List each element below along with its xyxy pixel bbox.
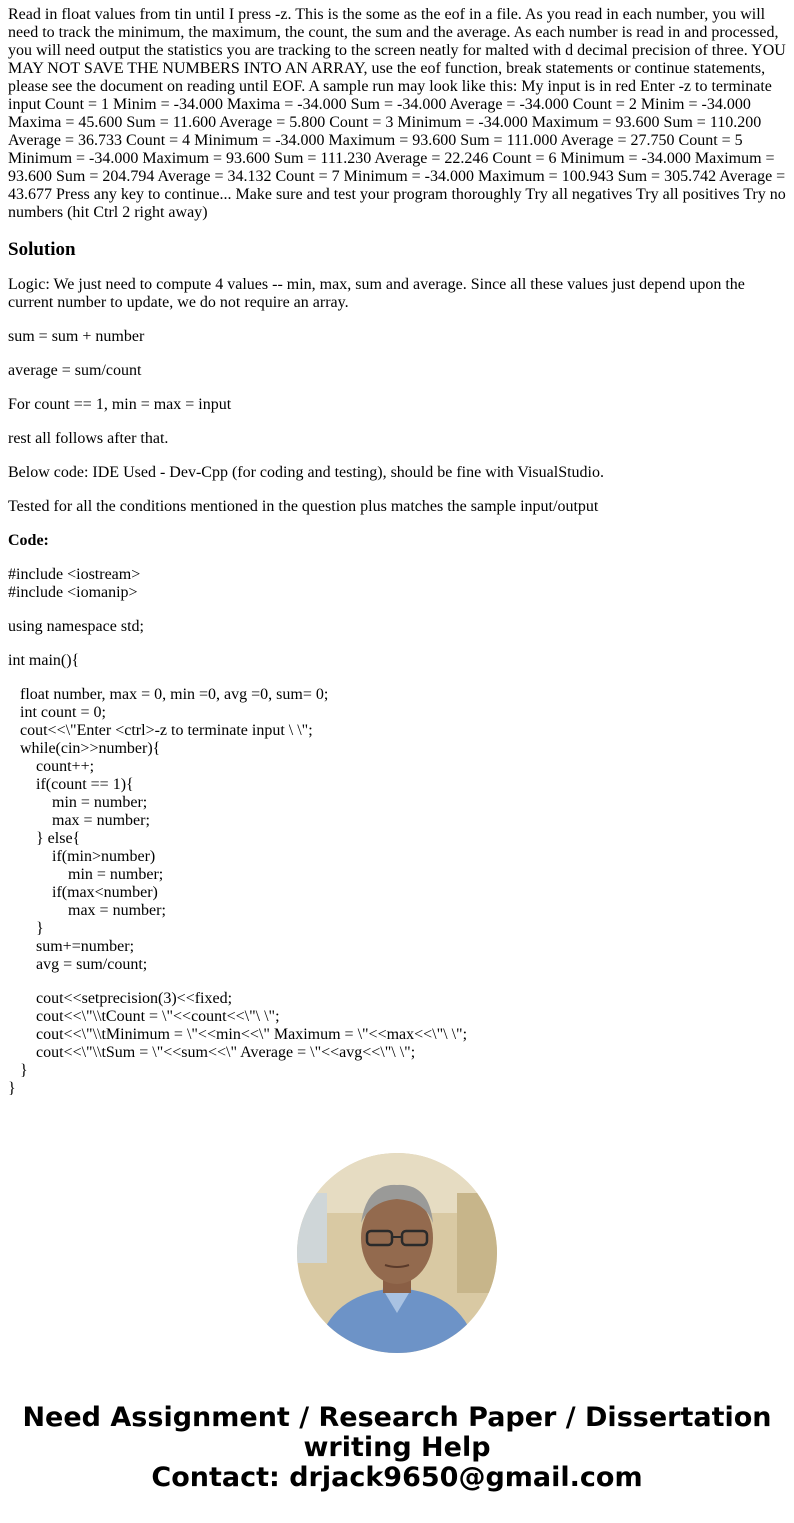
code-line: count++; (8, 758, 95, 775)
code-line: float number, max = 0, min =0, avg =0, sum= 0; (8, 686, 329, 703)
code-line: cout<<setprecision(3)<<fixed; (8, 990, 233, 1007)
code-label (8, 532, 786, 550)
code-line: if(max<number) (8, 884, 158, 901)
question-text: Read in float values from tin until I press -z. This is the some as the eof in a file. As you read in each number, you will need to track the minimum, the maximum, the count, the sum and the average. As each number is read in and processed, you will need output the statistics you are tracking to the screen neatly for malted with d decimal precision of three. YOU MAY NOT SAVE THE NUMBERS INTO AN ARRAY, use the eof function, break statements or continue statements, please see the document on reading until EOF. A sample run may look like this: My input is in red Enter -z to terminate input Count = 1 Minim = -34.000 Maxima = -34.000 Sum = -34.000 Average = -34.000 Count = 2 Minim = -34.000 Maxima = 45.600 Sum = 11.600 Average = 5.800 Count = 3 Minimum = -34.000 Maximum = 93.600 Sum = 110.200 Average = 36.733 Count = 4 Minimum = -34.000 Maximum = 93.600 Sum = 111.000 Average = 27.750 Count = 5 Minimum = -34.000 Maximum = 93.600 Sum = 111.230 Average = 22.246 Count = 6 Minimum = -34.000 Maximum = 93.600 Sum = 204.794 Average = 34.132 Count = 7 Minimum = -34.000 Maximum = 100.943 Sum = 305.742 Average = 43.677 Press any key to continue... Make sure and test your program thoroughly Try all negatives Try all positives Try no numbers (hit Ctrl 2 right away) (8, 6, 786, 221)
code-listing (8, 566, 786, 1098)
promo-line-1: Need Assignment / Research Paper / Dissertation (22, 1402, 772, 1433)
code-line: while(cin>>number){ (8, 740, 161, 757)
code-line: sum+=number; (8, 938, 135, 955)
ide-note: Below code: IDE Used - Dev-Cpp (for coding and testing), should be fine with VisualStudio. (8, 464, 604, 481)
code-block (8, 990, 786, 1098)
code-line: if(count == 1){ (8, 776, 134, 793)
code-line: cout<<\"Enter <ctrl>-z to terminate input \ \"; (8, 722, 313, 739)
promo-line-2: writing Help (303, 1432, 491, 1463)
rest-note: rest all follows after that. (8, 430, 169, 447)
code-line: int count = 0; (8, 704, 106, 721)
tested-note: Tested for all the conditions mentioned in the question plus matches the sample input/output (8, 498, 599, 515)
code-label-text: Code: (8, 532, 49, 549)
code-line: min = number; (8, 866, 164, 883)
promo-banner (0, 1403, 794, 1493)
code-block (8, 566, 786, 602)
code-line: max = number; (8, 902, 166, 919)
author-photo (297, 1153, 497, 1353)
sum-formula: sum = sum + number (8, 328, 145, 345)
code-line: } (8, 920, 44, 937)
count-condition: For count == 1, min = max = input (8, 396, 232, 413)
code-line: } (8, 1080, 16, 1097)
code-line: max = number; (8, 812, 150, 829)
code-block (8, 652, 786, 670)
solution-heading: Solution (8, 239, 76, 260)
code-line: avg = sum/count; (8, 956, 148, 973)
logic-paragraph: Logic: We just need to compute 4 values -- min, max, sum and average. Since all these values just depend upon the current number to update, we do not require an array. (8, 276, 745, 311)
code-line: cout<<\"\\tCount = \"<<count<<\"\ \"; (8, 1008, 280, 1025)
code-block (8, 686, 786, 974)
code-block (8, 618, 786, 636)
code-line: } (8, 1062, 28, 1079)
code-line: int main(){ (8, 652, 80, 669)
code-line: } else{ (8, 830, 81, 847)
code-line: min = number; (8, 794, 148, 811)
code-line: #include <iomanip> (8, 584, 138, 601)
code-line: #include <iostream> (8, 566, 141, 583)
code-line: if(min>number) (8, 848, 156, 865)
promo-contact: Contact: drjack9650@gmail.com (151, 1462, 643, 1493)
code-line: cout<<\"\\tSum = \"<<sum<<\" Average = \"<<avg<<\"\ \"; (8, 1044, 416, 1061)
average-formula: average = sum/count (8, 362, 142, 379)
code-line: using namespace std; (8, 618, 144, 635)
code-line: cout<<\"\\tMinimum = \"<<min<<\" Maximum = \"<<max<<\"\ \"; (8, 1026, 468, 1043)
author-avatar (297, 1153, 497, 1353)
